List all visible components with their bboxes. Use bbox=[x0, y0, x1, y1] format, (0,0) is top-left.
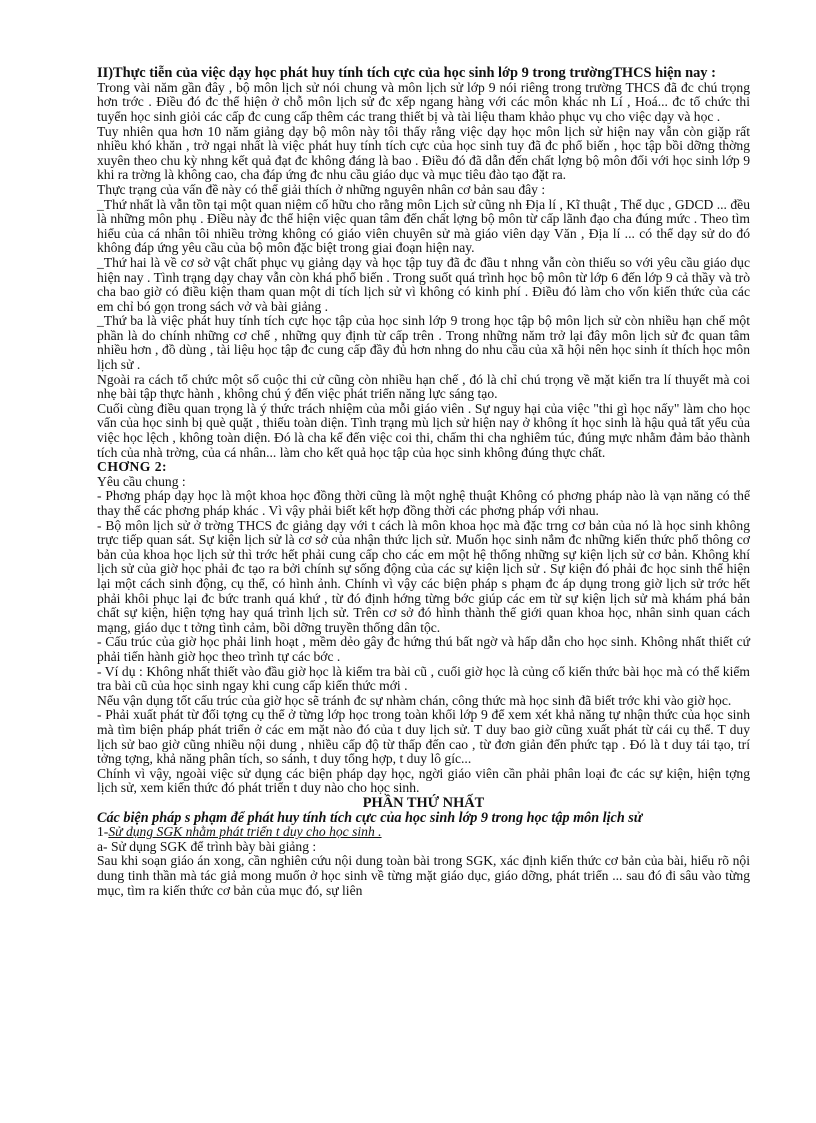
intro-paragraph: Cuối cùng điều quan trọng là ý thức trách nhiệm của mỗi giáo viên . Sự nguy hại của việc "thi gì học nấy" làm cho học vấn của học sinh bị què quặt , thiếu toàn diện. Tình trạng mù lịch sử hiện nay ở không ít học sinh là hậu quả tất yếu của việc học lệch , không toàn diện. Đó là cha kể đến việc coi thi, chấm thi cha nghiêm túc, đúng mực nhằm đảm bảo thành tích của nhà trờng, của cá nhân... làm cho kết quả học tập của học sinh không đúng thực chất. bbox=[97, 400, 750, 460]
chapter-paragraph: - Ví dụ : Không nhất thiết vào đầu giờ học là kiểm tra bài cũ , cuối giờ học là củng cố kiến thức bài học mà có thể kiểm tra bài cũ của học sinh ngay khi cung cấp kiến thức mới . bbox=[97, 663, 750, 694]
item-1-title: Sử dụng SGK nhằm phát triển t duy cho học sinh . bbox=[108, 824, 382, 840]
item-a-body: Sau khi soạn giáo án xong, cần nghiên cứu nội dung toàn bài trong SGK, xác định kiến thức cơ bản của bài, hiểu rõ nội dung tinh thần mà tác giả mong muốn ở học sinh về từng mặt giáo dục, giáo dỡng, phát triển ... sau đó đi sâu vào từng mục, tìm ra kiến thức cơ bản của mục đó, sự liên bbox=[97, 853, 750, 898]
chapter-paragraph: - Phải xuất phát từ đối tợng cụ thể ở từng lớp học trong toàn khối lớp 9 để xem xét khả năng tự nhận thức của học sinh mà tìm biện pháp phát triển ở các em mặt nào đó của t duy lịch sử. T duy bao giờ cũng xuất phát từ cái cụ thể. T duy lịch sử bao giờ cũng nhiều nội dung , nhiều cấp độ từ thấp đến cao , từ đơn giản đến phức tạp . Đó là t duy tái tạo, trí tởng tợng, khả năng phân tích, so sánh, t duy tổng hợp, t duy lô gíc... bbox=[97, 707, 750, 767]
chapter-paragraph: Yêu cầu chung : bbox=[97, 473, 186, 489]
intro-paragraph: Ngoài ra cách tổ chức một số cuộc thi cử cũng còn nhiều hạn chế , đó là chỉ chú trọng về mặt kiến tra lí thuyết mà coi nhẹ bài tập thực hành , không chú ý đến việc phát triển năng lực sáng tạo. bbox=[97, 371, 750, 402]
chapter-paragraph: - Cấu trúc của giờ học phải linh hoạt , mềm dẻo gây đc hứng thú bất ngờ và hấp dẫn cho học sinh. Không nhất thiết cứ phải tiến hành giờ học theo trình tự các bớc . bbox=[97, 634, 750, 664]
chapter-paragraph: Chính vì vậy, ngoài việc sử dụng các biện pháp dạy học, ngời giáo viên cần phải phân loại đc các sự kiện, hiện tợng lịch sử, xem kiến thức đó phát triển t duy nào cho học sinh. bbox=[97, 765, 750, 796]
intro-paragraph: _Thứ nhất là vẫn tồn tại một quan niệm cố hữu cho rằng môn Lịch sử cũng nh Địa lí , Kĩ thuật , Thể dục , GDCD ... đều là những môn phụ . Điều này đc thể hiện việc quan tâm đến chất lợng bộ môn từ cấp lãnh đạo cha đúng mức . Theo tìm hiểu của cá nhân tôi nhiều trờng không có giáo viên chuyên sử mà giáo viên dạy Văn , Địa lí ... có thể dạy sử do đó không đáp ứng yêu cầu của bộ môn đặc biệt trong giai đoạn hiện nay. bbox=[97, 196, 750, 256]
part-title: PHẦN THỨ NHẤT bbox=[362, 794, 485, 811]
measures-title: Các biện pháp s phạm để phát huy tính tích cực của học sinh lớp 9 trong học tập môn lịch sử bbox=[97, 809, 643, 826]
intro-paragraph: Tuy nhiên qua hơn 10 năm giảng dạy bộ môn này tôi thấy rằng việc dạy học môn lịch sử hiện nay vẫn còn giặp rất nhiều khó khăn , trở ngại nhất là việc phát huy tính tích cực của học sinh tuy đã đc phổ biến , học tập bồi dỡng thờng xuyên theo chu kỳ nhng kết quả đạt đc không đáng là bao . Điều đó đã dẫn đến chất lợng bộ môn đối với học sinh lớp 9 khi ra trờng là không cao, cha đáp ứng đc nhu cầu giáo dục và mục tiêu đào tạo đặt ra. bbox=[97, 123, 750, 183]
item-a-heading: a- Sử dụng SGK để trình bày bài giảng : bbox=[97, 838, 317, 854]
chapter-paragraph: - Phơng pháp dạy học là một khoa học đồng thời cũng là một nghệ thuật Không có phơng pháp nào là vạn năng có thể thay thế các phơng pháp khác . Vì vậy phải biết kết hợp đồng thời các phơng pháp với nhau. bbox=[97, 488, 750, 519]
chapter-paragraph: Nếu vận dụng tốt cấu trúc của giờ học sẽ tránh đc sự nhàm chán, công thức mà học sinh đã biết trớc khi vào giờ học. bbox=[97, 692, 732, 708]
section-title: II)Thực tiễn của việc dạy học phát huy tính tích cực của học sinh lớp 9 trong trườngTHCS hiện nay : bbox=[97, 65, 716, 81]
chapter-paragraph: - Bộ môn lịch sử ở trờng THCS đc giảng dạy với t cách là môn khoa học mà đặc trng cơ bản của nó là học sinh không trực tiếp quan sát. Sự kiện lịch sử là cơ sở của nhận thức lịch sử. Muốn học sinh nắm đc những kiến thức phổ thông cơ bản của khoa học lịch sử thì trớc hết phải cung cấp cho các em một hệ thống những sự kiện lịch sử cơ bản. Không khí lịch sử của giờ học phải đc tạo ra bởi chính sự sống động của các sự kiện lịch sử . Sự kiện đó phải đc học sinh thể hiện lại một cách sinh động, cụ thể, có hình ảnh. Chính vì vậy các biện pháp s phạm đc áp dụng trong giờ lịch sử trớc hết phải khôi phục lại đc bức tranh quá khứ , từ đó định hớng từng bớc giúp các em từ sự kiện lịch sử mà khám phá bản chất sự kiện, hiện tợng hay quá trình lịch sử. Trên cơ sở đó hình thành thế giới quan khoa học, nhân sinh quan cách mạng, giáo dục t tởng tình cảm, bồi dỡng truyền thống dân tộc. bbox=[97, 517, 750, 635]
document-page bbox=[97, 66, 750, 898]
intro-paragraph: _Thứ hai là về cơ sở vật chất phục vụ giảng dạy và học tập tuy đã đc đầu t nhng vẫn còn thiếu so với yêu cầu giáo dục hiện nay . Tình trạng dạy chay vẫn còn khá phổ biến . Trong suốt quá trình học bộ môn từ lớp 6 đến lớp 9 cả thầy và trò cha bao giờ có điều kiện tham quan một di tích lịch sử vì không có kinh phí . Điều đó làm cho vốn kiến thức của các em chỉ bó gọn trong sách vở và bài giảng . bbox=[97, 254, 750, 314]
chapter-heading: CHƠNG 2: bbox=[97, 459, 168, 475]
item-1-heading bbox=[97, 825, 750, 840]
intro-paragraph: Trong vài năm gần đây , bộ môn lịch sử nói chung và môn lịch sử lớp 9 nói riêng trong trường THCS đã đc chú trọng hơn trớc . Điều đó đc thể hiện ở chỗ môn lịch sử đc xếp ngang hàng với các môn khác nh Lí , Hoá... đc tổ chức thi tuyển học sinh giỏi các cấp đc cung cấp thêm các trang thiết bị và tài liệu tham khảo phục vụ cho việc dạy và học . bbox=[97, 79, 750, 124]
intro-paragraph: _Thứ ba là việc phát huy tính tích cực học tập của học sinh lớp 9 trong học tập bộ môn lịch sử còn nhiều hạn chế một phần là do chính những cơ chế , những quy định từ cấp trên . Trong những năm trở lại đây môn lịch sử đc quan tâm nhiều hơn , đồ dùng , tài liệu học tập đc cung cấp đầy đủ hơn nhng do nhu cầu của xã hội nên học sinh ít thích học môn lịch sử . bbox=[97, 313, 750, 373]
item-1-number: 1- bbox=[97, 824, 109, 840]
intro-paragraph: Thực trạng của vấn đề này có thể giải thích ở những nguyên nhân cơ bản sau đây : bbox=[97, 181, 546, 197]
